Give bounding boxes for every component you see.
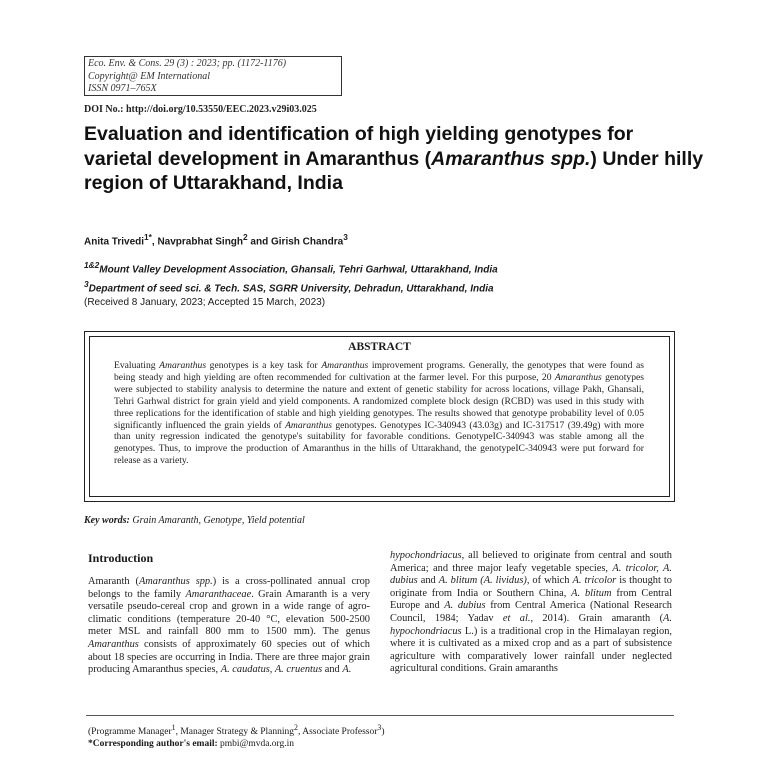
abstract-italic: Amaranthus — [321, 360, 369, 371]
author-1-sup: 1* — [144, 232, 152, 242]
footnote-run: , Associate Professor — [298, 727, 378, 738]
intro-run: is thought to originate from India or Southern China, — [390, 575, 672, 599]
intro-italic: A. blitum (A. lividus) — [438, 575, 527, 587]
intro-column-right — [390, 550, 672, 676]
journal-copyright: Copyright@ EM International — [88, 70, 210, 82]
corresponding-email[interactable]: pmbi@mvda.org.in — [220, 739, 295, 750]
footnote-sup: 2 — [294, 723, 298, 732]
intro-italic: A. dubius — [444, 600, 486, 612]
intro-italic: A. blitum — [571, 587, 612, 599]
intro-italic: Amaranthus — [88, 638, 139, 650]
introduction-heading: Introduction — [88, 551, 154, 565]
abstract-heading: ABSTRACT — [348, 341, 411, 353]
paper-title — [84, 122, 704, 196]
abstract-text — [114, 360, 644, 467]
intro-italic: A. hypochondriacus — [390, 612, 672, 637]
author-sep-2: and Girish Chandra — [247, 236, 344, 248]
intro-run: and — [417, 575, 439, 587]
intro-run: Amaranth ( — [88, 576, 139, 587]
affiliation-2 — [84, 277, 498, 296]
journal-info-box — [84, 56, 342, 96]
footnote-sup: 3 — [377, 723, 382, 732]
abstract-run: genotypes were subjected to stability analysis to determine the nature and extent of genetic stability for across locations, village Pakh, Ghansali, Tehri Garhwal district for grain yield and yield components. A randomized complete block design (RCBD) was used in this study with three replications for the identification of stable and high yielding genotypes. The results showed that genotype probability level of 0.05 significantly influenced the grain yields of — [114, 371, 644, 431]
intro-run: , 2014). Grain amaranth ( — [530, 612, 664, 624]
intro-run: L.) is a traditional crop in the Himalayan region, where it is cultivated as a mixed crop and as a part of subsistence agriculture with comparatively lower rainfall under neglected agricultural conditions. Grain amaranths — [390, 625, 672, 675]
intro-italic: A. tricolor — [572, 575, 617, 587]
abstract-italic: Amaranthus — [159, 360, 207, 371]
footnote-divider — [86, 715, 674, 716]
intro-run: from Central Europe and — [390, 587, 672, 612]
abstract-italic: Amaranthus — [285, 419, 332, 431]
author-sep-1: , Navprabhat Singh — [151, 236, 244, 248]
author-list — [84, 232, 348, 247]
affiliation-2-text: Department of seed sci. & Tech. SAS, SGRR University, Dehradun, Uttarakhand, India — [88, 283, 494, 295]
corresponding-author — [88, 738, 385, 750]
author-2-sup: 2 — [243, 232, 248, 242]
author-1: Anita Trivedi — [84, 236, 145, 248]
intro-run: ) is a cross-pollinated annual crop belongs to the family — [88, 576, 370, 600]
keywords — [84, 515, 305, 526]
footnote-roles — [88, 722, 385, 738]
abstract-italic: Amaranthus — [554, 371, 602, 383]
intro-run: from Central America (National Research Council, 1984; Yadav — [390, 600, 672, 624]
intro-italic: A. caudatus, A. cruentus — [220, 664, 323, 676]
intro-italic: hypochondriacus — [390, 550, 462, 561]
affiliations — [84, 258, 498, 297]
footnote-sup: 1 — [171, 723, 176, 732]
affiliation-1 — [84, 258, 498, 277]
keywords-label: Key words: — [84, 515, 133, 526]
intro-run: , of which — [526, 575, 573, 587]
intro-column-left — [88, 576, 370, 677]
intro-italic: et al. — [502, 612, 531, 624]
intro-run: . Grain Amaranth is a very versatile pseudo-cereal crop and grown in a wide range of agro-climatic conditions (temperature 20-40 °C, elevation 500-2500 meter MSL and rainfall 800 mm to 1500 mm). The genus — [88, 588, 370, 638]
intro-italic: A. — [342, 664, 352, 676]
corresponding-label: *Corresponding author's email: — [88, 739, 221, 750]
footnote-run: (Programme Manager — [88, 727, 172, 738]
intro-italic: A. tricolor, A. dubius — [390, 562, 672, 587]
intro-run: , all believed to originate from central and south America; and three major leafy vegetable species, — [390, 550, 672, 574]
title-part-1: Evaluation and identification of high yielding genotypes for varietal development in Amaranthus ( — [84, 123, 634, 170]
abstract-run: Evaluating — [114, 360, 160, 371]
journal-issn: ISSN 0971–765X — [88, 83, 157, 94]
title-part-2: ) Under hilly region of Uttarakhand, India — [84, 147, 704, 194]
journal-citation: Eco. Env. & Cons. 29 (3) : 2023; pp. (1172-1176) — [88, 58, 287, 69]
intro-run: and — [322, 664, 343, 676]
abstract-run: improvement programs. Generally, the genotypes that were found as being steady and high yielding are often recommended for cultivation at the farmer level. For this purpose, 20 — [114, 360, 644, 383]
intro-run: consists of approximately 60 species out of which about 18 species are occurring in India. There are three major grain producing Amaranthus species, — [88, 638, 370, 676]
doi-line: DOI No.: http://doi.org/10.53550/EEC.2023.v29i03.025 — [84, 104, 317, 115]
received-dates: (Received 8 January, 2023; Accepted 15 March, 2023) — [84, 297, 326, 308]
author-3-sup: 3 — [343, 232, 348, 242]
footnote — [88, 722, 385, 750]
affiliation-1-sup: 1&2 — [84, 260, 100, 270]
abstract-run: genotypes. Genotypes IC-340943 (43.03g) and IC-317517 (39.49g) with more than unity regression indicated the genotype's suitability for favorable conditions. GenotypeIC-340943 was stable among all the genotypes. Thus, to improve the production of Amaranthus in the hills of Uttarakhand, the genotypeIC-340943 were put forward for release as a variety. — [114, 419, 644, 467]
keywords-text: Grain Amaranth, Genotype, Yield potential — [132, 515, 305, 526]
footnote-run: , Manager Strategy & Planning — [175, 727, 295, 738]
title-italic: Amaranthus spp. — [431, 147, 591, 170]
footnote-run: ) — [381, 727, 385, 738]
affiliation-1-text: Mount Valley Development Association, Ghansali, Tehri Garhwal, Uttarakhand, India — [99, 264, 498, 276]
intro-italic: Amaranthaceae — [185, 588, 252, 600]
abstract-run: genotypes is a key task for — [206, 360, 322, 371]
affiliation-2-sup: 3 — [84, 279, 89, 290]
intro-italic: Amaranthus spp. — [138, 576, 213, 587]
